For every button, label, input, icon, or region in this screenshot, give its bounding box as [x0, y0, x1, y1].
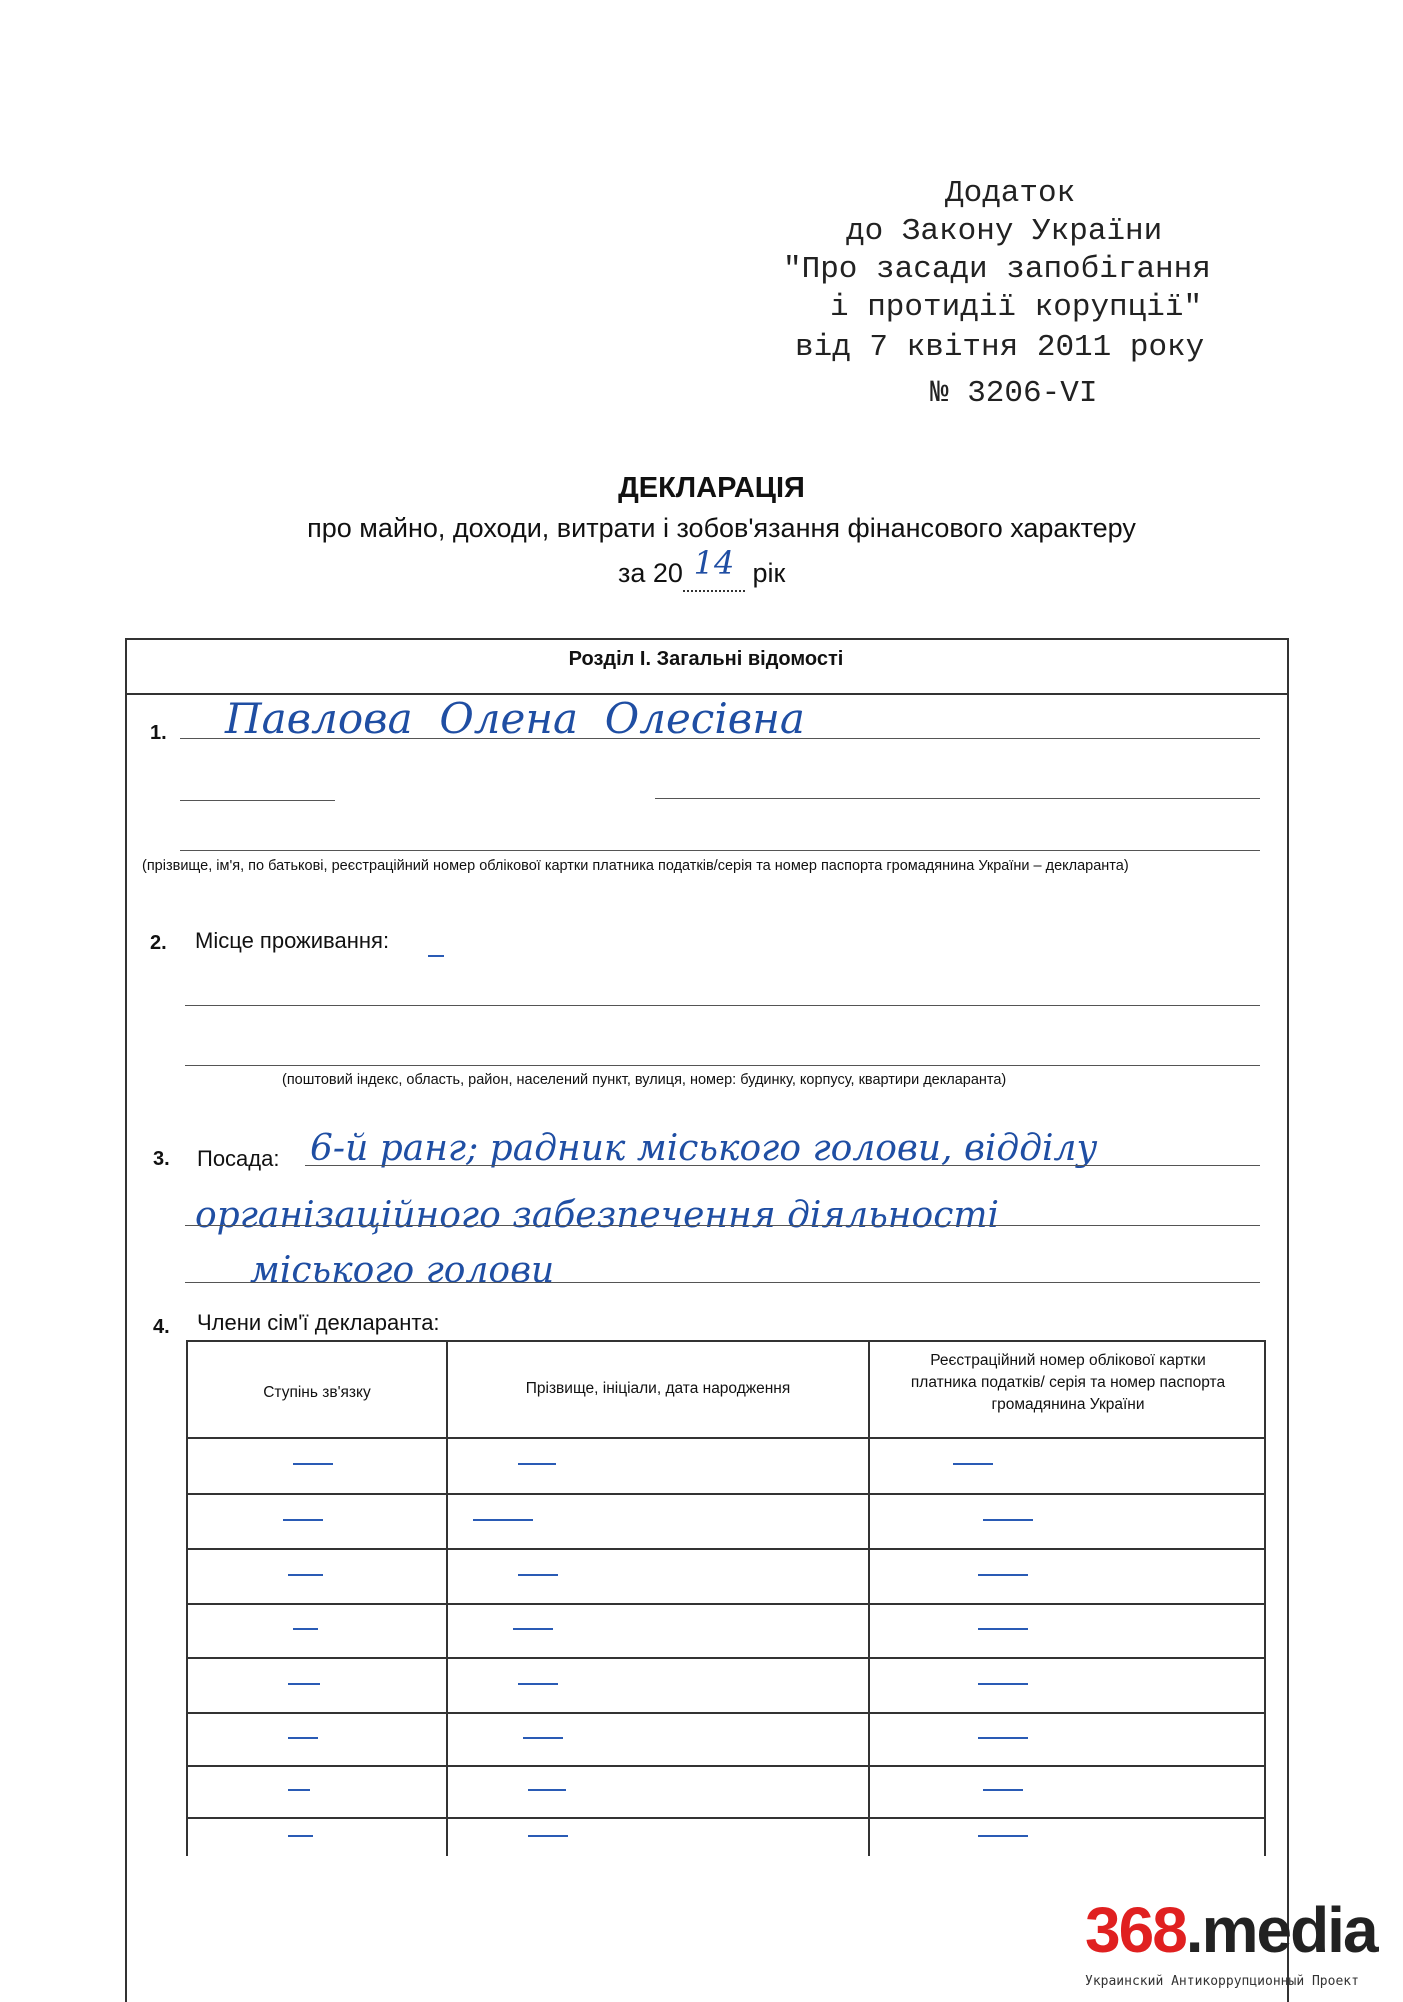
table-cell-relation[interactable]: [293, 1628, 318, 1630]
table-cell-relation[interactable]: [288, 1789, 310, 1791]
appendix-line-6: № 3206-VI: [930, 376, 1098, 411]
field2-line-1: [185, 1005, 1260, 1006]
table-cell-relation[interactable]: [283, 1519, 323, 1521]
residence-value[interactable]: [428, 955, 444, 957]
watermark-logo: [1085, 1894, 1377, 1980]
declaration-subtitle: про майно, доходи, витрати і зобов'язання фінансового характеру: [307, 513, 1136, 543]
table-cell-tax-number[interactable]: [983, 1789, 1023, 1791]
table-cell-tax-number[interactable]: [953, 1463, 993, 1465]
table-row-divider: [188, 1493, 1264, 1495]
year-prefix: за 20: [618, 558, 683, 588]
field3-label: Посада:: [197, 1146, 280, 1171]
table-cell-tax-number[interactable]: [978, 1737, 1028, 1739]
table-col-divider-1: [446, 1342, 448, 1856]
table-cell-relation[interactable]: [288, 1835, 313, 1837]
year-suffix: рік: [752, 558, 786, 588]
appendix-line-2: до Закону України: [846, 214, 1163, 249]
table-cell-relation[interactable]: [288, 1683, 320, 1685]
watermark-tagline: Украинский Антикоррупционный Проект: [1085, 1974, 1359, 1989]
column-header-tax-number: Реєстраційний номер облікової картки платника податків/ серія та номер паспорта громадянина України: [910, 1352, 1226, 1413]
field3-number: 3.: [153, 1148, 170, 1170]
field1-line-2a: [180, 800, 335, 801]
table-row-divider: [188, 1712, 1264, 1714]
field1-line-3: [180, 850, 1260, 851]
table-cell-name[interactable]: [473, 1519, 533, 1521]
field1-number: 1.: [150, 722, 167, 744]
table-row-divider: [188, 1437, 1264, 1439]
position-line-1[interactable]: 6-й ранг; радник міського голови, відділу: [310, 1128, 1098, 1169]
table-cell-tax-number[interactable]: [978, 1683, 1028, 1685]
table-cell-relation[interactable]: [288, 1737, 318, 1739]
appendix-line-5: від 7 квітня 2011 року: [795, 330, 1205, 365]
field4-number: 4.: [153, 1316, 170, 1338]
position-line-2[interactable]: організаційного забезпечення діяльності: [195, 1195, 1000, 1236]
field3-line-2: [185, 1225, 1260, 1226]
field2-label: Місце проживання:: [195, 928, 390, 953]
field2-caption: (поштовий індекс, область, район, населений пункт, вулиця, номер: будинку, корпусу, квартири декларанта): [282, 1072, 1007, 1088]
appendix-line-3: "Про засади запобігання: [783, 252, 1211, 287]
table-cell-name[interactable]: [518, 1574, 558, 1576]
field2-line-2: [185, 1065, 1260, 1066]
table-cell-tax-number[interactable]: [978, 1628, 1028, 1630]
field3-line-3: [185, 1282, 1260, 1283]
table-row-divider: [188, 1603, 1264, 1605]
appendix-line-4: і протидії корупції": [830, 290, 1203, 325]
table-cell-name[interactable]: [518, 1683, 558, 1685]
table-row-divider: [188, 1548, 1264, 1550]
table-cell-relation[interactable]: [293, 1463, 333, 1465]
table-cell-tax-number[interactable]: [983, 1519, 1033, 1521]
year-value: 14: [693, 544, 735, 582]
logo-number: 368: [1085, 1894, 1186, 1966]
table-cell-relation[interactable]: [288, 1574, 323, 1576]
declaration-year: [618, 544, 786, 592]
field3-line-1: [305, 1165, 1260, 1166]
logo-word: .media: [1185, 1894, 1377, 1966]
field1-line-2b: [655, 798, 1260, 799]
table-cell-name[interactable]: [523, 1737, 563, 1739]
table-cell-name[interactable]: [528, 1835, 568, 1837]
table-cell-name[interactable]: [518, 1463, 556, 1465]
year-value-field[interactable]: [683, 544, 745, 592]
declarant-name[interactable]: Павлова Олена Олесівна: [225, 694, 805, 743]
table-cell-tax-number[interactable]: [978, 1835, 1028, 1837]
table-row-divider: [188, 1657, 1264, 1659]
table-cell-name[interactable]: [513, 1628, 553, 1630]
column-header-relation: Ступінь зв'язку: [263, 1384, 371, 1401]
field2-number: 2.: [150, 932, 167, 954]
column-header-name: Прізвище, ініціали, дата народження: [525, 1380, 791, 1397]
table-col-divider-2: [868, 1342, 870, 1856]
declaration-title: ДЕКЛАРАЦІЯ: [618, 472, 805, 504]
field1-caption: (прізвище, ім'я, по батькові, реєстраційний номер облікової картки платника податків/серія та номер паспорта громадянина України – декларанта): [142, 858, 1129, 874]
table-cell-tax-number[interactable]: [978, 1574, 1028, 1576]
field4-label: Члени сім'ї декларанта:: [197, 1310, 440, 1335]
table-row-divider: [188, 1817, 1264, 1819]
appendix-line-1: Додаток: [945, 176, 1076, 211]
table-cell-name[interactable]: [528, 1789, 566, 1791]
table-row-divider: [188, 1765, 1264, 1767]
position-line-3[interactable]: міського голови: [250, 1250, 555, 1291]
field1-line-1: [180, 738, 1260, 739]
section-heading: Розділ І. Загальні відомості: [568, 648, 844, 670]
family-table: [186, 1340, 1266, 1856]
